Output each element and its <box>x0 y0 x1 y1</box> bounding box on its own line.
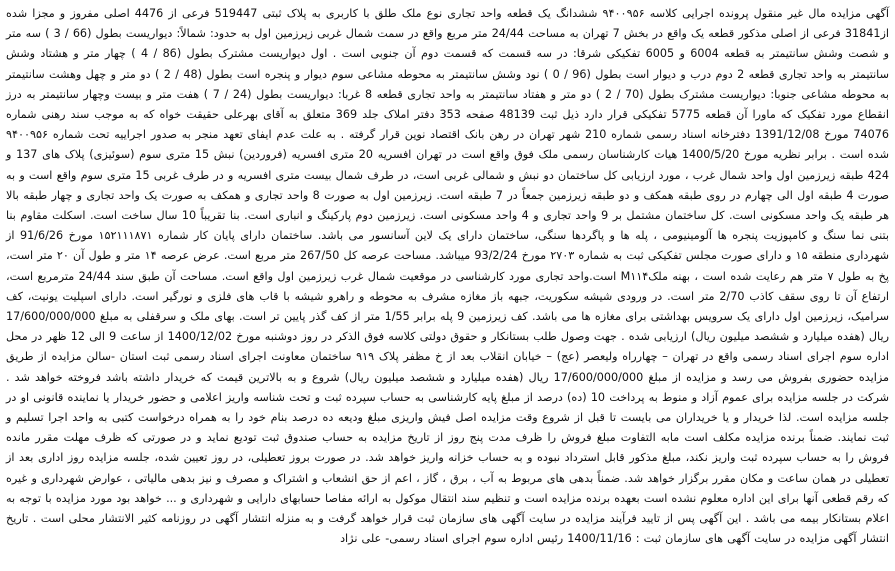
auction-notice-text <box>6 4 889 549</box>
notice-paragraph: آگهی مزایده مال غیر منقول پرونده اجرایی کلاسه ۹۴۰۰۹۵۶ ششدانگ یک قطعه واحد تجاری نوع ملک طلق با کاربری به پلاک ثبتی 519447 فرعی از 4476 اصلی مفروز و مجزا شده از31841 فرعی از اصلی مذکور قطعه یک واقع در بخش 7 تهران به مساحت 24/44 متر مربع واقع در سمت شمال غربی زیرزمین اول به حدود: شمالاً: دیواریست بطول (66 / 3 ) سه متر و شصت وشش سانتیمتر به قطعه 6004 و 6005 تفکیکی شرقا: در سه قسمت که قسمت دوم آن جنوبی است . اول دیواریست مشترک بطول (86 / 4 ) چهار متر و هشتاد وشش سانتیمتر به واحد تجاری قطعه 2 دوم درب و دیوار است بطول (96 / 0 ) نود وشش سانتیمتر به محوطه مشاعی سوم دیوار و پنجره است بطول (48 / 2 ) دو متر و چهل وهشت سانتیمتر به محوطه مشاعی جنوبا: دیواریست مشترک بطول (70 / 2 ) دو متر و هفتاد سانتیمتر به واحد تجاری قطعه 8 غربا: دیواریست بطول (24 / 7 ) هفت متر و بیست وچهار سانتیمتر به درز انقطاع مورد تفکیک که ماورا آن قطعه 5775 تفکیکی قرار دارد ذیل ثبت 48139 صفحه 353 دفتر املاک جلد 369 متعلق به آقای بهرعلی حقیقت خواه که به موجب سند رهنی شماره 74076 مورخ 1391/12/08 دفترخانه اسناد رسمی شماره 210 شهر تهران در رهن بانک اقتصاد نوین قرار گرفته . به علت عدم ایفای تعهد منجر به صدور اجراییه تحت شماره ۹۴۰۰۹۵۶ شده است . برابر نظریه مورخ 1400/5/20 هیات کارشناسان رسمی ملک فوق واقع است در تهران افسریه 20 متری افسریه (فروردین) نبش 15 متری سوم (سوئیزی) پلاک های 137 و 424 طبقه زیرزمین اول واحد شمال غرب ، مورد ارزیابی کل ساختمان دو نبش و شمالی غربی است، در طرف شمال بیست متری افسریه و در طرف غربی 15 متری سوم واقع است و به صورت 4 طبقه اول الی چهارم در روی طبقه همکف و دو طبقه زیرزمین جمعاً در 7 طبقه است. زیرزمین اول به صورت 8 واحد تجاری و همکف به صورت یک واحد تجاری و چهار طبقه بالا هر طبقه یک واحد مسکونی است. کل ساختمان مشتمل بر 9 واحد تجاری و 4 واحد مسکونی است. زیرزمین دوم پارکینگ و انباری است. بنا تقریباً 10 سال ساخت است. اسکلت مقاوم بنا بتنی نما سنگ و کامپوزیت پنجره ها آلومینیومی ، پله ها و پاگردها سنگی، ساختمان دارای یک لاین آسانسور می باشد. ساختمان دارای پایان کار شماره ۱۵۲۱۱۱۸۷۱ مورخ 91/6/26 از شهرداری منطقه ۱۵ و دارای صورت مجلس تفکیکی ثبت به شماره ۲۷۰۳ مورخ 93/2/24 میباشد. مساحت عرصه کل 267/50 متر مربع است. عرض عرصه ۱۴ متر و طول آن ۲۰ متر است، پخ به طول ۷ متر هم رعایت شده است ، بهنه ملکM۱۱۴ است.واحد تجاری مورد کارشناسی در موقعیت شمال غرب زیرزمین اول واقع است. مساحت آن طبق سند 24/44 مترمربع است، ارتفاع آن تا روی سقف کاذب 2/70 متر است. در ورودی شیشه سکوریت، جبهه باز مغازه مشرف به محوطه و راهرو شیشه با قاب های فلزی و نورگیر است. دارای اسپلیت یونیت، کف سرامیک، زیرزمین اول دارای یک سرویس بهداشتی برای مغازه ها می باشد. کف زیرزمین 9 پله برابر 1/55 متر از کف گذر پایین تر است. بهای ملک و سرقفلی به مبلغ 17/600/000/000 ریال (هفده میلیارد و ششصد میلیون ریال) ارزیابی شده . جهت وصول طلب بستانکار و حقوق دولتی کلاسه فوق الذکر در روز دوشنبه مورخ 1400/12/02 از ساعت 9 الی 12 ظهر در محل اداره سوم اجرای اسناد رسمی واقع در تهران – چهارراه ولیعصر (عج) – خیابان انقلاب بعد از خ مظفر پلاک ۹۱۹ ساختمان معاونت اجرای اسناد رسمی ثبت استان -سالن مزایده از طریق مزایده حضوری بفروش می رسد و مزایده از مبلغ 17/600/000/000 ریال (هفده میلیارد و ششصد میلیون ریال) شروع و به بالاترین قیمت که خریدار داشته باشد فروخته خواهد شد . شرکت در جلسه مزایده برای عموم آزاد و منوط به پرداخت 10 (ده) درصد از مبلغ پایه کارشناسی به حساب سپرده ثبت و تحت شناسه واریز اعلامی و حضور خریدار یا نماینده قانونی او در جلسه مزایده است. لذا خریدار و یا خریداران می بایست تا قبل از شروع وقت مزایده اصل فیش واریزی مبلغ ودیعه ده درصد بنام خود را به همراه درخواست کتبی به واحد اجرا تسلیم و ثبت نمایند. ضمناً برنده مزایده مکلف است مابه التفاوت مبلغ فروش را ظرف مدت پنج روز از تاریخ مزایده به حساب صندوق ثبت تودیع نماید و در صورتی که ظرف مهلت مقرر مانده فروش را به حساب سپرده ثبت واریز نکند، مبلغ مذکور قابل استرداد نبوده و به حساب خزانه واریز خواهد شد. در صورت بروز تعطیلی، در روز تعیین شده، جلسه مزایده روز اداری بعد از تعطیلی در همان ساعت و مکان مقرر برگزار خواهد شد. ضمناً بدهی های مربوط به آب ، برق ، گاز ، اعم از حق انشعاب و اشتراک و مصرف و نیز بدهی مالیاتی ، عوارض شهرداری و غیره که رقم قطعی آنها برای این اداره معلوم نشده است بعهده برنده مزایده است و تنظیم سند انتقال موکول به ارائه مفاصا حسابهای دارایی و شهرداری و ... خواهد بود مورد مزایده با توجه به اعلام بستانکار بیمه می باشد . این آگهی پس از تایید فرآیند مزایده در سایت آگهی های سازمان ثبت قرار خواهد گرفت و به منزله انتشار آگهی در روزنامه کثیر الانتشار محلی است . تاریخ انتشار آگهی مزایده در سایت آگهی های سازمان ثبت : 1400/11/16 رئیس اداره سوم اجرای اسناد رسمی- علی نژاد <box>6 7 890 546</box>
